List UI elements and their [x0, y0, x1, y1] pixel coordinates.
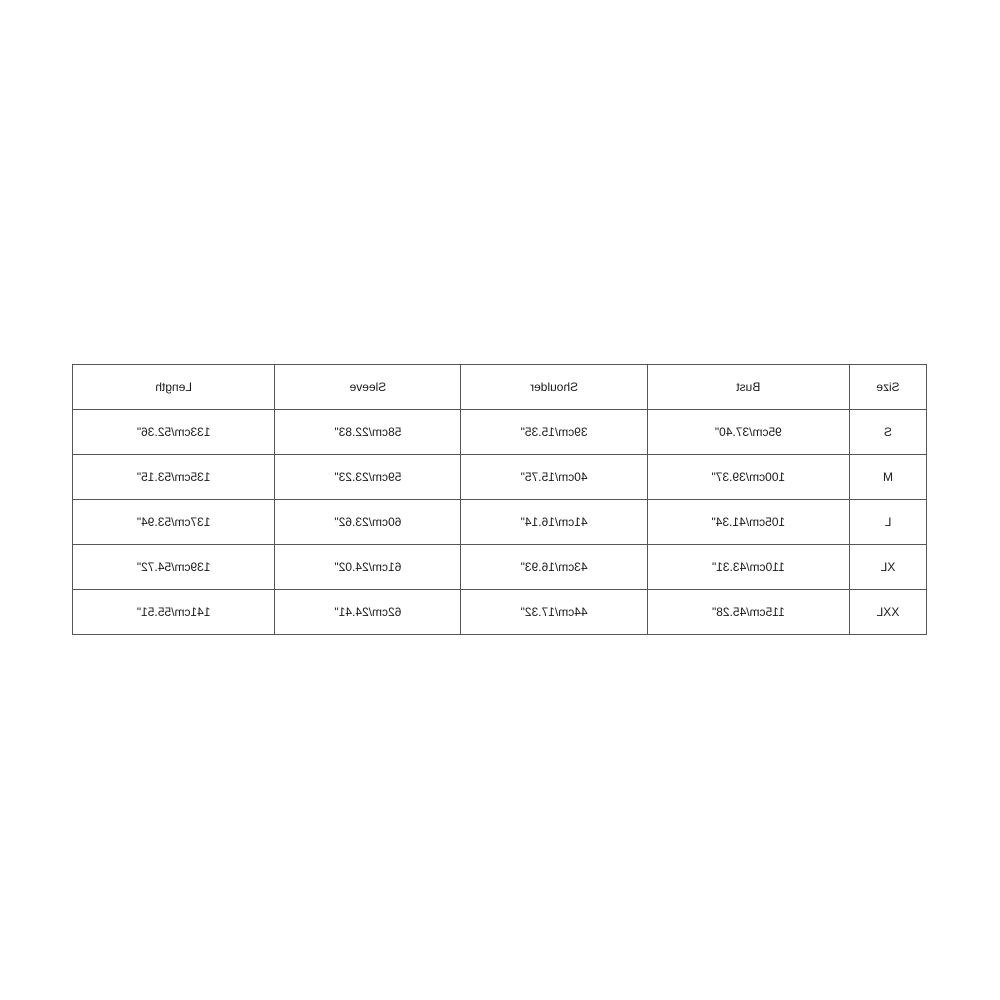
cell-bust: 100cm/39.37"	[647, 455, 849, 500]
cell-size: XL	[849, 545, 926, 590]
cell-length: 141cm/55.51"	[73, 590, 275, 635]
cell-size: XXL	[849, 590, 926, 635]
table-row	[73, 590, 927, 635]
cell-bust: 110cm/43.31"	[647, 545, 849, 590]
cell-sleeve: 59cm/23.23"	[275, 455, 461, 500]
table-row	[73, 500, 927, 545]
header-sleeve: Sleeve	[275, 365, 461, 410]
table-row	[73, 410, 927, 455]
cell-length: 135cm/53.15"	[73, 455, 275, 500]
cell-shoulder: 41cm/16.14"	[461, 500, 647, 545]
size-chart-table	[72, 364, 927, 635]
cell-length: 137cm/53.94"	[73, 500, 275, 545]
table-header-row	[73, 365, 927, 410]
cell-shoulder: 43cm/16.93"	[461, 545, 647, 590]
cell-sleeve: 58cm/22.83"	[275, 410, 461, 455]
cell-shoulder: 39cm/15.35"	[461, 410, 647, 455]
cell-bust: 105cm/41.34"	[647, 500, 849, 545]
cell-sleeve: 60cm/23.62"	[275, 500, 461, 545]
cell-length: 139cm/54.72"	[73, 545, 275, 590]
cell-bust: 95cm/37.40"	[647, 410, 849, 455]
header-bust: Bust	[647, 365, 849, 410]
cell-sleeve: 62cm/24.41"	[275, 590, 461, 635]
header-shoulder: Shoulder	[461, 365, 647, 410]
header-length: Length	[73, 365, 275, 410]
cell-sleeve: 61cm/24.02"	[275, 545, 461, 590]
cell-length: 133cm/52.36"	[73, 410, 275, 455]
cell-shoulder: 44cm/17.32"	[461, 590, 647, 635]
cell-bust: 115cm/45.28"	[647, 590, 849, 635]
cell-size: L	[849, 500, 926, 545]
table-row	[73, 545, 927, 590]
table-row	[73, 455, 927, 500]
cell-size: M	[849, 455, 926, 500]
cell-shoulder: 40cm/15.75"	[461, 455, 647, 500]
header-size: Size	[849, 365, 926, 410]
cell-size: S	[849, 410, 926, 455]
